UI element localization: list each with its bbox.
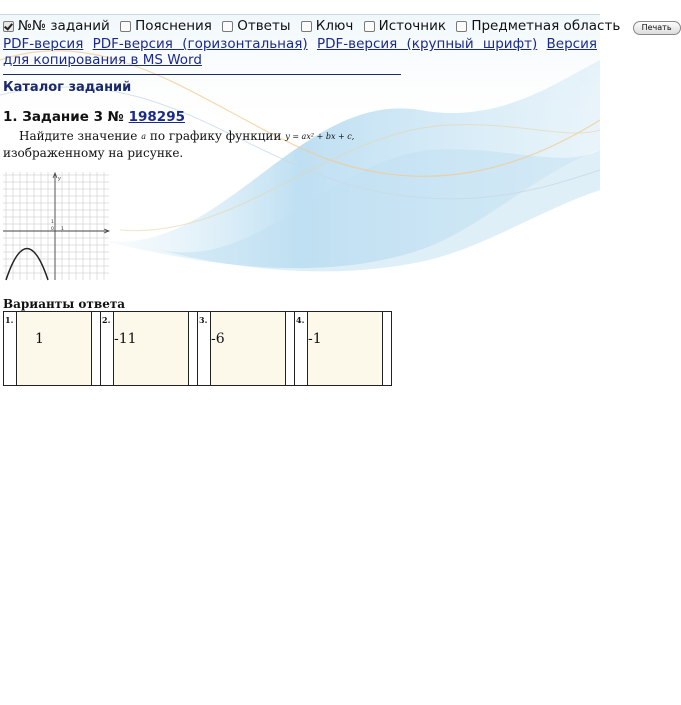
option-label: Ответы xyxy=(237,18,291,34)
graph-label-zero: 0 xyxy=(51,227,54,232)
checkbox-subject-area[interactable] xyxy=(456,21,467,32)
checkbox-key[interactable] xyxy=(301,21,312,32)
option-label: Пояснения xyxy=(135,18,212,34)
answer-option-2[interactable]: -11 xyxy=(114,312,189,386)
checkbox-answers[interactable] xyxy=(222,21,233,32)
option-label: Источник xyxy=(378,18,447,34)
catalog-heading: Каталог заданий xyxy=(3,80,132,95)
print-button[interactable]: Печать xyxy=(633,21,681,35)
option-label: №№ заданий xyxy=(18,18,110,34)
answer-spacer xyxy=(286,312,295,386)
answer-option-1[interactable]: 1 xyxy=(17,312,92,386)
task-text-mid: по графику функции xyxy=(149,129,282,143)
pdf-large-font-link[interactable]: PDF-версия (крупный шрифт) xyxy=(316,36,538,52)
answer-spacer xyxy=(383,312,392,386)
answer-variants-heading: Варианты ответа xyxy=(3,297,126,311)
answer-spacer xyxy=(92,312,101,386)
catalog-divider xyxy=(3,74,401,75)
task-prefix: 1. Задание 3 № xyxy=(3,109,124,125)
option-key[interactable] xyxy=(301,17,354,35)
task-statement xyxy=(3,128,403,161)
answer-spacer xyxy=(189,312,198,386)
task-title xyxy=(3,109,185,125)
function-graph xyxy=(3,172,109,280)
answer-option-4[interactable]: -1 xyxy=(308,312,383,386)
checkbox-task-numbers[interactable] xyxy=(3,21,14,32)
option-subject-area[interactable] xyxy=(456,17,620,35)
graph-grid xyxy=(3,172,109,280)
graph-label-one-x: 1 xyxy=(61,227,64,232)
answer-number: 3. xyxy=(198,312,211,386)
graph-label-y: y xyxy=(58,176,61,182)
answer-option-3[interactable]: -6 xyxy=(211,312,286,386)
option-explanations[interactable] xyxy=(120,17,212,35)
graph-label-one-y: 1 xyxy=(51,220,54,225)
answer-number: 4. xyxy=(295,312,308,386)
answer-options-table xyxy=(3,311,392,386)
checkbox-explanations[interactable] xyxy=(120,21,131,32)
option-answers[interactable] xyxy=(222,17,290,35)
checkbox-source[interactable] xyxy=(364,21,375,32)
task-text-before: Найдите значение xyxy=(19,129,138,143)
pdf-horizontal-link[interactable]: PDF-версия (горизонтальная) xyxy=(92,36,308,52)
top-border xyxy=(0,14,600,15)
variable-a: a xyxy=(141,132,146,141)
answer-number: 1. xyxy=(4,312,17,386)
option-label: Ключ xyxy=(315,18,354,34)
option-label: Предметная область xyxy=(471,18,621,34)
pdf-link[interactable]: PDF-версия xyxy=(3,36,84,52)
display-options-bar xyxy=(3,17,672,37)
function-formula: y = ax² + bx + c, xyxy=(285,132,355,141)
task-text-after: изображенному на рисунке. xyxy=(3,146,184,160)
option-source[interactable] xyxy=(364,17,446,35)
task-id-link[interactable]: 198295 xyxy=(128,109,185,125)
answer-row xyxy=(4,312,392,386)
pdf-links xyxy=(3,36,597,68)
option-task-numbers[interactable] xyxy=(3,17,110,35)
ms-word-link[interactable]: Версия для копирования в MS Word xyxy=(3,36,597,68)
answer-number: 2. xyxy=(101,312,114,386)
